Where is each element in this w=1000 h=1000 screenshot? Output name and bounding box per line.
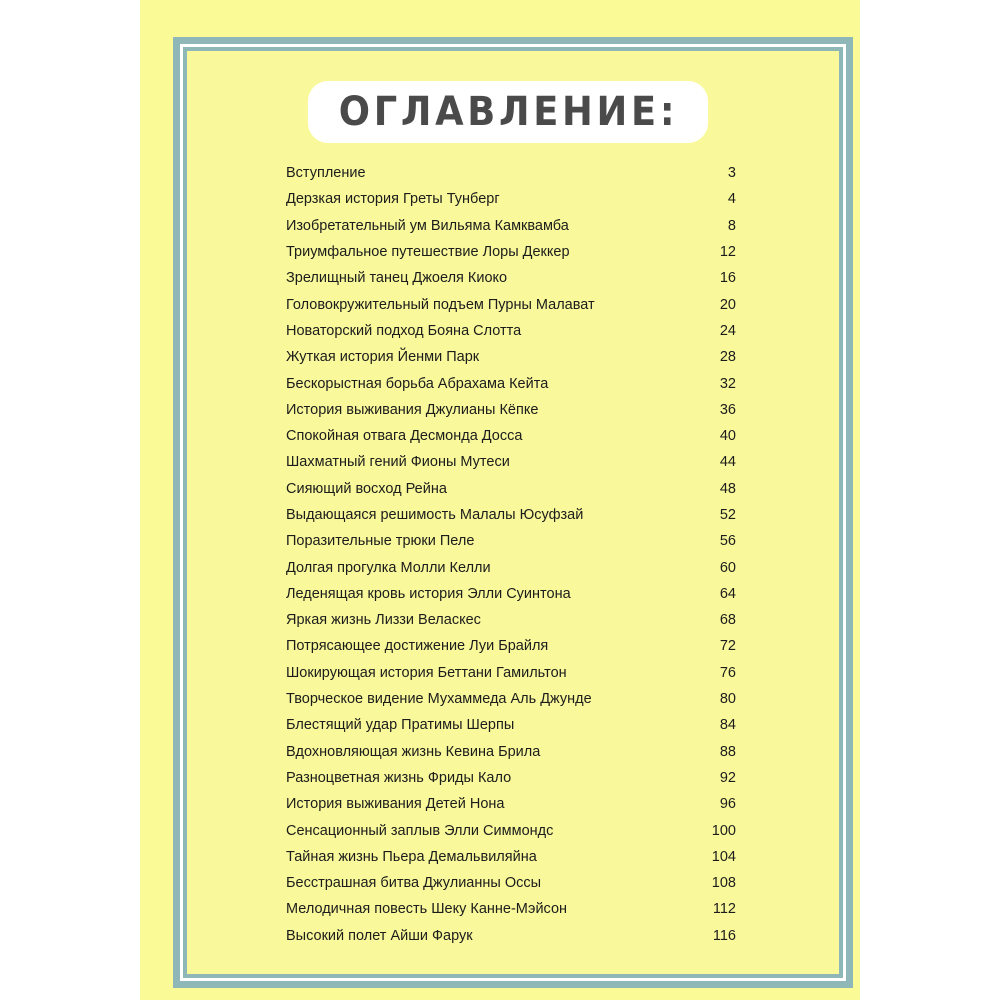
toc-entry-title: Зрелищный танец Джоеля Киоко [286,270,508,287]
table-of-contents [286,160,736,949]
toc-entry-page-number: 8 [727,217,736,234]
toc-entry [286,765,736,791]
toc-entry-page-number: 72 [719,638,736,655]
toc-entry [286,186,736,212]
toc-entry-page-number: 52 [719,507,736,523]
toc-entry [286,239,736,265]
toc-entry [286,528,736,554]
toc-entry-page-number: 76 [719,664,736,681]
toc-entry-page-number: 20 [719,296,736,313]
toc-entry-page-number: 40 [719,428,736,445]
toc-entry-page-number: 88 [719,743,736,760]
toc-entry-title: Творческое видение Мухаммеда Аль Джунде [286,691,592,708]
toc-entry-title: Вступление [286,165,366,182]
toc-entry-title: Высокий полет Айши Фарук [286,927,473,944]
toc-entry [286,476,736,502]
toc-entry-title: Разноцветная жизнь Фриды Кало [286,769,512,786]
toc-entry [286,449,736,475]
toc-entry [286,660,736,686]
toc-entry-page-number: 28 [719,349,736,366]
toc-entry-title: История выживания Джулианы Кёпке [286,401,539,418]
toc-entry-title: Яркая жизнь Лиззи Веласкес [286,612,481,629]
toc-entry [286,923,736,949]
toc-entry-title: Шокирующая история Беттани Гамильтон [286,664,567,681]
toc-entry [286,844,736,870]
toc-entry-title: Леденящая кровь история Элли Суинтона [286,585,571,602]
toc-entry-title: Триумфальное путешествие Лоры Деккер [286,244,570,261]
toc-entry-page-number: 116 [712,927,736,944]
toc-entry-title: Изобретательный ум Вильяма Камквамба [286,217,569,234]
toc-entry [286,213,736,239]
toc-entry-title: Блестящий удар Пратимы Шерпы [286,717,515,734]
toc-entry-page-number: 112 [712,901,736,918]
toc-entry-page-number: 60 [719,559,736,576]
toc-entry-page-number: 84 [719,717,736,734]
toc-entry-title: История выживания Детей Нона [286,796,505,813]
toc-entry [286,423,736,449]
toc-entry [286,739,736,765]
toc-entry-title: Бескорыстная борьба Абрахама Кейта [286,375,549,392]
toc-entry-title: Дерзкая история Греты Тунберг [286,191,500,208]
toc-entry-page-number: 96 [719,796,736,813]
toc-entry [286,265,736,291]
toc-entry-page-number: 12 [719,244,736,261]
toc-entry-page-number: 64 [719,585,736,602]
toc-entry-title: Бесстрашная битва Джулианны Оссы [286,875,542,892]
toc-entry [286,554,736,580]
toc-entry [286,633,736,659]
toc-entry [286,686,736,712]
toc-entry [286,344,736,370]
toc-entry [286,370,736,396]
toc-entry [286,397,736,423]
toc-entry-page-number: 32 [719,375,736,392]
toc-entry-page-number: 4 [727,191,736,208]
toc-entry [286,581,736,607]
toc-entry-page-number: 3 [727,165,736,182]
toc-entry [286,870,736,896]
toc-entry [286,817,736,843]
toc-entry-page-number: 92 [719,769,736,786]
toc-entry-page-number: 108 [711,875,736,892]
toc-entry-title: Долгая прогулка Молли Келли [286,559,491,576]
toc-entry-page-number: 24 [719,322,736,339]
toc-entry-page-number: 16 [719,270,736,287]
toc-entry-title: Вдохновляющая жизнь Кевина Брила [286,743,541,760]
toc-entry-title: Спокойная отвага Десмонда Досса [286,428,523,445]
toc-entry-title: Жуткая история Йенми Парк [286,349,480,366]
toc-entry-page-number: 104 [711,848,736,865]
toc-entry-title: Шахматный гений Фионы Мутеси [286,454,510,471]
toc-entry [286,791,736,817]
toc-entry [286,160,736,186]
toc-entry-title: Поразительные трюки Пеле [286,533,475,550]
toc-entry-title: Новаторский подход Бояна Слотта [286,322,522,339]
toc-entry-page-number: 68 [719,612,736,629]
title-banner [308,81,708,143]
page-title: ОГЛАВЛЕНИЕ: [338,89,678,135]
toc-entry-title: Мелодичная повесть Шеку Канне-Мэйсон [286,901,568,918]
toc-entry-page-number: 48 [719,480,736,497]
toc-entry-title: Головокружительный подъем Пурны Малават [286,296,595,313]
toc-entry [286,712,736,738]
toc-entry-title: Потрясающее достижение Луи Брайля [286,638,549,655]
toc-entry-page-number: 36 [719,401,736,418]
toc-entry-title: Тайная жизнь Пьера Демальвиляйна [286,848,537,865]
toc-entry-page-number: 56 [719,533,736,550]
toc-entry [286,502,736,528]
toc-entry-page-number: 80 [719,691,736,708]
toc-entry-title: Выдающаяся решимость Малалы Юсуфзай [286,507,584,523]
toc-entry-page-number: 44 [719,454,736,471]
toc-entry [286,291,736,317]
toc-entry [286,318,736,344]
toc-entry [286,896,736,922]
toc-entry-title: Сияющий восход Рейна [286,480,447,497]
toc-entry-page-number: 100 [711,822,736,839]
toc-entry [286,607,736,633]
toc-entry-title: Сенсационный заплыв Элли Симмондс [286,822,554,839]
